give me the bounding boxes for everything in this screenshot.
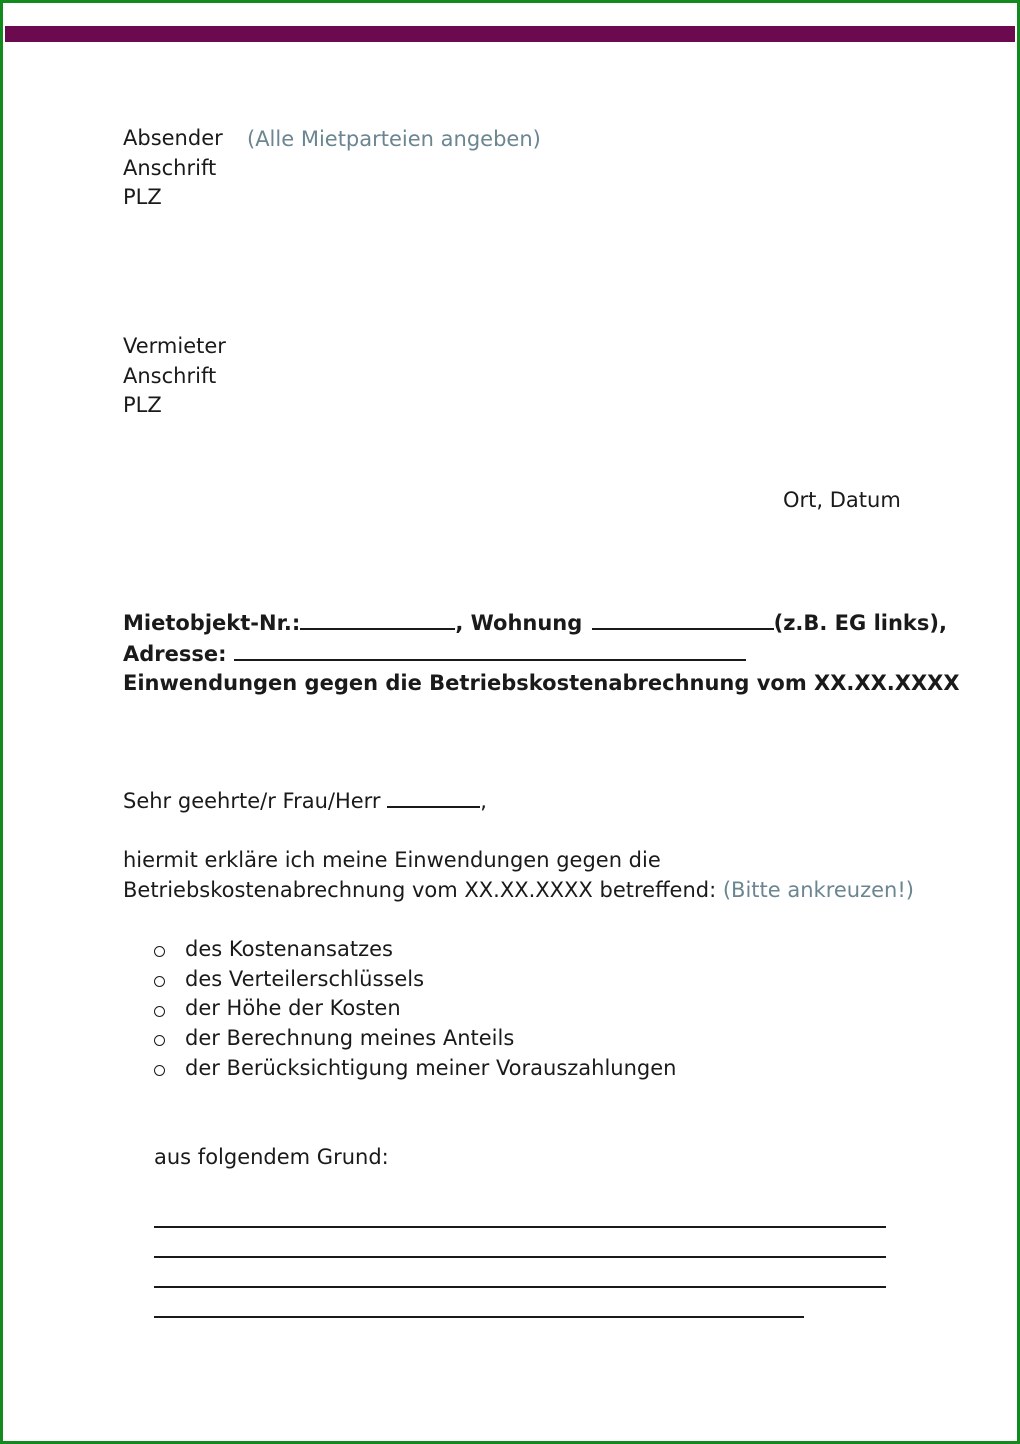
option-label: des Verteilerschlüssels: [185, 966, 425, 991]
checkbox-hint: (Bitte ankreuzen!): [722, 877, 914, 902]
checkbox-circle-icon[interactable]: [154, 1065, 165, 1076]
place-date: Ort, Datum: [783, 488, 901, 512]
option-cost-basis[interactable]: [154, 935, 677, 965]
recipient-postcode: PLZ: [123, 393, 162, 418]
checkbox-circle-icon[interactable]: [154, 1035, 165, 1046]
option-label: der Berücksichtigung meiner Vorauszahlungen: [185, 1055, 677, 1080]
salutation-comma: ,: [480, 789, 487, 813]
sender-hint: (Alle Mietparteien angeben): [247, 127, 541, 151]
body-text: [123, 846, 914, 905]
option-label: des Kostenansatzes: [185, 937, 393, 961]
option-label: der Berechnung meines Anteils: [185, 1026, 515, 1051]
reason-line-3[interactable]: [154, 1286, 886, 1288]
salutation: [123, 786, 487, 816]
address-blank[interactable]: [234, 639, 746, 661]
subject-block: [123, 608, 960, 699]
option-share-calculation[interactable]: [154, 1024, 677, 1054]
option-cost-amount[interactable]: [154, 994, 677, 1024]
objection-options: [154, 935, 677, 1084]
sender-name: Absender: [123, 126, 223, 150]
salutation-text: Sehr geehrte/r Frau/Herr: [123, 789, 381, 813]
apartment-blank[interactable]: [592, 608, 774, 630]
option-distribution-key[interactable]: [154, 965, 677, 995]
subject-line-address: [123, 639, 960, 670]
apartment-example: (z.B. EG links),: [773, 611, 947, 635]
sender-address: Anschrift: [123, 155, 217, 180]
subject-line-object: [123, 608, 960, 639]
subject-title: Einwendungen gegen die Betriebskostenabrechnung vom XX.XX.XXXX: [123, 671, 960, 696]
body-line-1: hiermit erkläre ich meine Einwendungen gegen die: [123, 848, 661, 872]
recipient-name: Vermieter: [123, 334, 226, 358]
sender-block: [123, 124, 223, 213]
reason-line-1[interactable]: [154, 1226, 886, 1228]
recipient-address: Anschrift: [123, 363, 217, 388]
option-prepayments[interactable]: [154, 1054, 677, 1084]
body-line-2: [123, 876, 914, 906]
body-line-2-text: Betriebskostenabrechnung vom XX.XX.XXXX betreffend:: [123, 877, 717, 902]
checkbox-circle-icon[interactable]: [154, 1006, 165, 1017]
address-label: Adresse:: [123, 641, 227, 666]
reason-line-2[interactable]: [154, 1256, 886, 1258]
recipient-block: [123, 332, 226, 421]
reason-line-4[interactable]: [154, 1316, 804, 1318]
checkbox-circle-icon[interactable]: [154, 946, 165, 957]
salutation-name-blank[interactable]: [387, 786, 480, 808]
apartment-label: , Wohnung: [455, 611, 583, 635]
checkbox-circle-icon[interactable]: [154, 976, 165, 987]
reason-label: aus folgendem Grund:: [154, 1145, 389, 1169]
header-accent-bar: [5, 26, 1015, 42]
sender-postcode: PLZ: [123, 185, 162, 210]
object-number-blank[interactable]: [300, 608, 455, 630]
object-number-label: Mietobjekt-Nr.:: [123, 611, 301, 635]
option-label: der Höhe der Kosten: [185, 996, 401, 1021]
